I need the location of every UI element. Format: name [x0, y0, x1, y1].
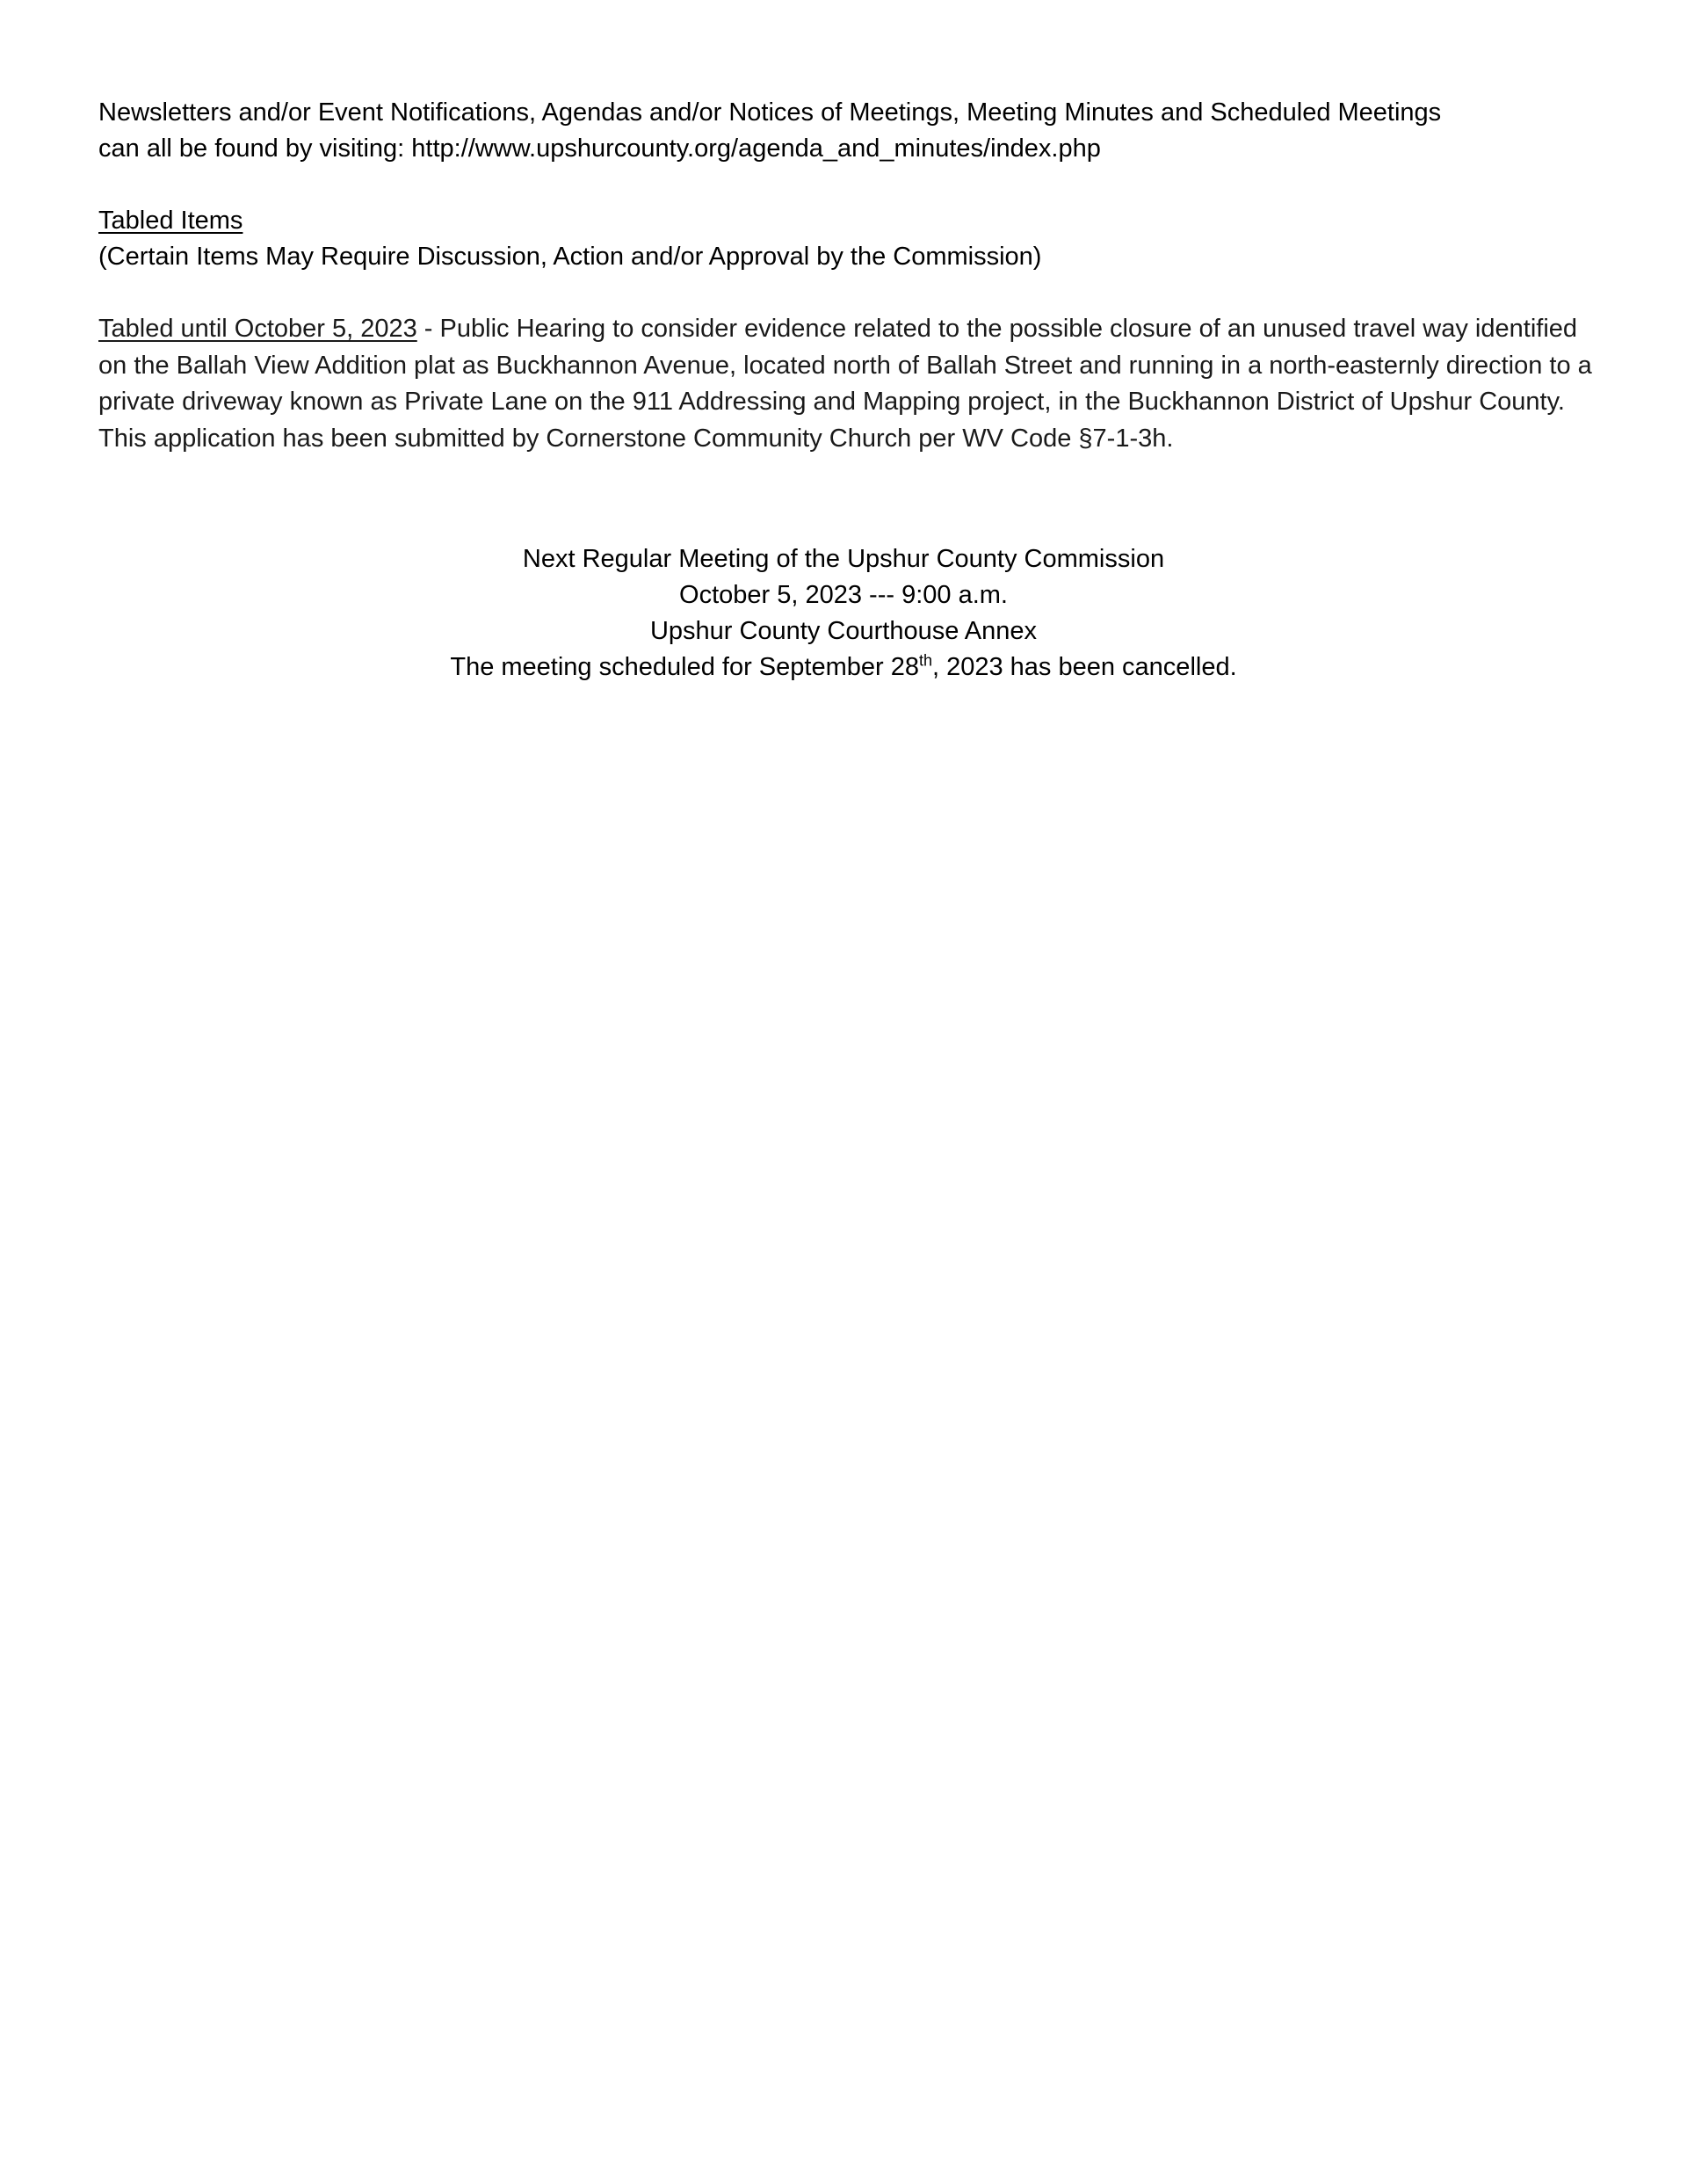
tabled-item-label: Tabled until October 5, 2023 — [98, 315, 417, 343]
cancellation-text-pre: The meeting scheduled for September 28 — [450, 653, 919, 681]
tabled-item-text: - Public Hearing to consider evidence related to the possible closure of an unused travel way identified on the Ballah View Addition plat as Buckhannon Avenue, located north of Ballah Street and running in a north-easternly direction to a private driveway known as Private Lane on the 911 Addressing and Mapping project, in the Buckhannon District of Upshur County. This application has been submitted by Cornerstone Community Church per WV Code §7-1-3h. — [98, 315, 1592, 453]
intro-line-2: can all be found by visiting: http://www.upshurcounty.org/agenda_and_minutes/index.php — [98, 134, 1101, 163]
tabled-items-section — [98, 203, 1592, 275]
next-meeting-location: Upshur County Courthouse Annex — [649, 617, 1038, 645]
spacer — [98, 167, 1592, 203]
next-meeting-block — [0, 541, 1687, 686]
next-meeting-date: October 5, 2023 --- 9:00 a.m. — [679, 581, 1008, 609]
tabled-items-heading: Tabled Items — [98, 207, 243, 235]
cancellation-ordinal: th — [918, 651, 932, 670]
tabled-item-paragraph — [98, 311, 1592, 457]
tabled-items-subheading: (Certain Items May Require Discussion, Action and/or Approval by the Commission) — [98, 243, 1042, 271]
cancellation-text-post: , 2023 has been cancelled. — [931, 653, 1237, 681]
intro-line-1: Newsletters and/or Event Notifications, Agendas and/or Notices of Meetings, Meeting Minutes and Scheduled Meetings — [98, 98, 1442, 127]
document-content — [98, 95, 1592, 457]
cancellation-notice — [0, 649, 1687, 686]
next-meeting-title: Next Regular Meeting of the Upshur County Commission — [522, 545, 1165, 573]
spacer — [98, 275, 1592, 311]
intro-paragraph — [98, 95, 1592, 167]
